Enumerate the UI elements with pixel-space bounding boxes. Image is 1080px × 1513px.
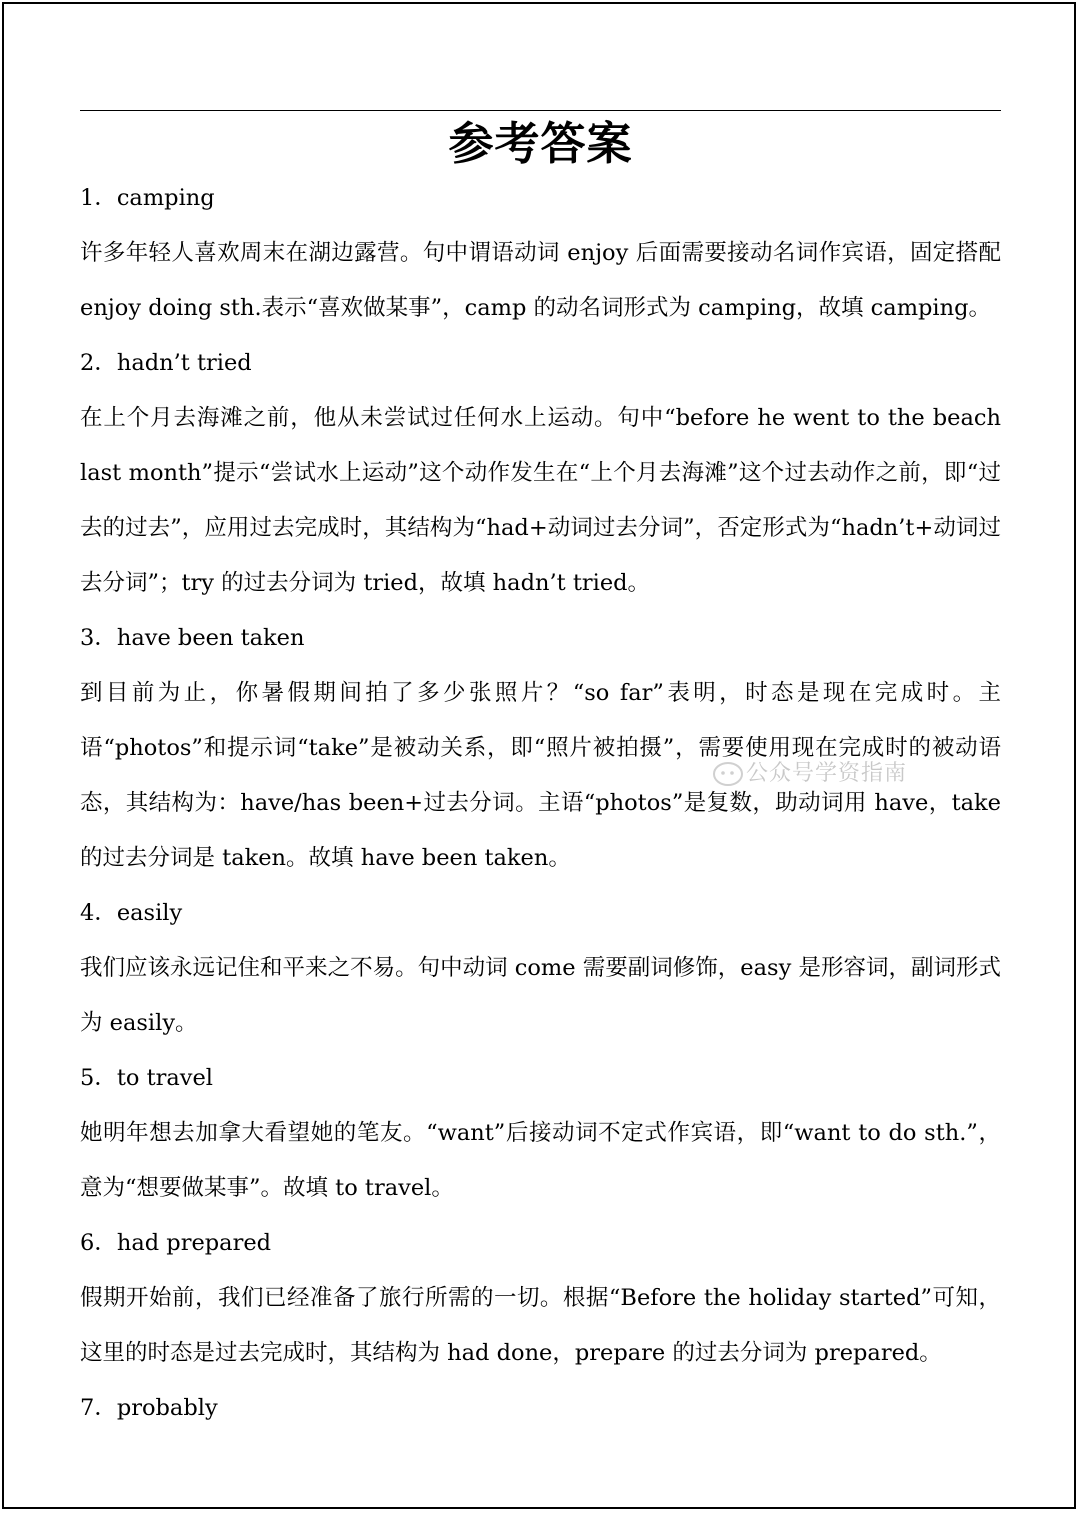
item-number: 6． — [80, 1230, 117, 1256]
item-number: 7． — [80, 1395, 117, 1421]
answer-text: to travel — [116, 1065, 214, 1091]
answer-heading — [80, 611, 1001, 666]
answer-item-7 — [80, 1381, 1001, 1436]
answer-text: hadn’t tried — [116, 350, 252, 376]
explanation-text: 在上个月去海滩之前，他从未尝试过任何水上运动。句中“before he went to the beach last month”提示“尝试水上运动”这个动作发生在“上个月去海滩”这个过去动作之前，即“过去的过去”，应用过去完成时，其结构为“had+动词过去分词”，否定形式为“hadn’t+动词过去分词”；try 的过去分词为 tried，故填 hadn’t tried。 — [80, 405, 1001, 596]
answer-heading — [80, 1216, 1001, 1271]
answer-heading — [80, 171, 1001, 226]
answer-item-5 — [80, 1051, 1001, 1216]
answer-item-6 — [80, 1216, 1001, 1381]
answer-text: probably — [116, 1395, 218, 1421]
answer-heading — [80, 1381, 1001, 1436]
answer-text: had prepared — [116, 1230, 272, 1256]
answer-heading — [80, 336, 1001, 391]
answer-item-4 — [80, 886, 1001, 1051]
item-number: 2． — [80, 350, 117, 376]
answer-heading — [80, 1051, 1001, 1106]
explanation-text: 她明年想去加拿大看望她的笔友。“want”后接动词不定式作宾语，即“want to do sth.”，意为“想要做某事”。故填 to travel。 — [80, 1120, 1001, 1201]
item-number: 5． — [80, 1065, 117, 1091]
answer-item-3 — [80, 611, 1001, 886]
explanation-text: 我们应该永远记住和平来之不易。句中动词 come 需要副词修饰，easy 是形容词，副词形式为 easily。 — [80, 955, 1001, 1036]
explanation-text: 许多年轻人喜欢周末在湖边露营。句中谓语动词 enjoy 后面需要接动名词作宾语，固定搭配 enjoy doing sth.表示“喜欢做某事”，camp 的动名词形式为 camping，故填 camping。 — [80, 240, 1001, 321]
explanation-text: 假期开始前，我们已经准备了旅行所需的一切。根据“Before the holiday started”可知，这里的时态是过去完成时，其结构为 had done，prepare 的过去分词为 prepared。 — [80, 1285, 1001, 1366]
header-rule — [80, 110, 1001, 111]
item-number: 1． — [80, 185, 117, 211]
answer-text: easily — [116, 900, 183, 926]
answer-text: have been taken — [116, 625, 305, 651]
answer-item-2 — [80, 336, 1001, 611]
explanation-text: 到目前为止，你暑假期间拍了多少张照片？“so far”表明，时态是现在完成时。主语“photos”和提示词“take”是被动关系，即“照片被拍摄”，需要使用现在完成时的被动语态，其结构为：have/has been+过去分词。主语“photos”是复数，助动词用 have，take 的过去分词是 taken。故填 have been taken。 — [80, 680, 1001, 871]
answer-text: camping — [116, 185, 215, 211]
answer-item-1 — [80, 171, 1001, 336]
watermark-text: 公众号学资指南 — [746, 761, 908, 786]
answer-heading — [80, 886, 1001, 941]
answer-key-content — [80, 116, 1001, 1436]
item-number: 4． — [80, 900, 117, 926]
page-title: 参考答案 — [448, 117, 633, 170]
item-number: 3． — [80, 625, 117, 651]
